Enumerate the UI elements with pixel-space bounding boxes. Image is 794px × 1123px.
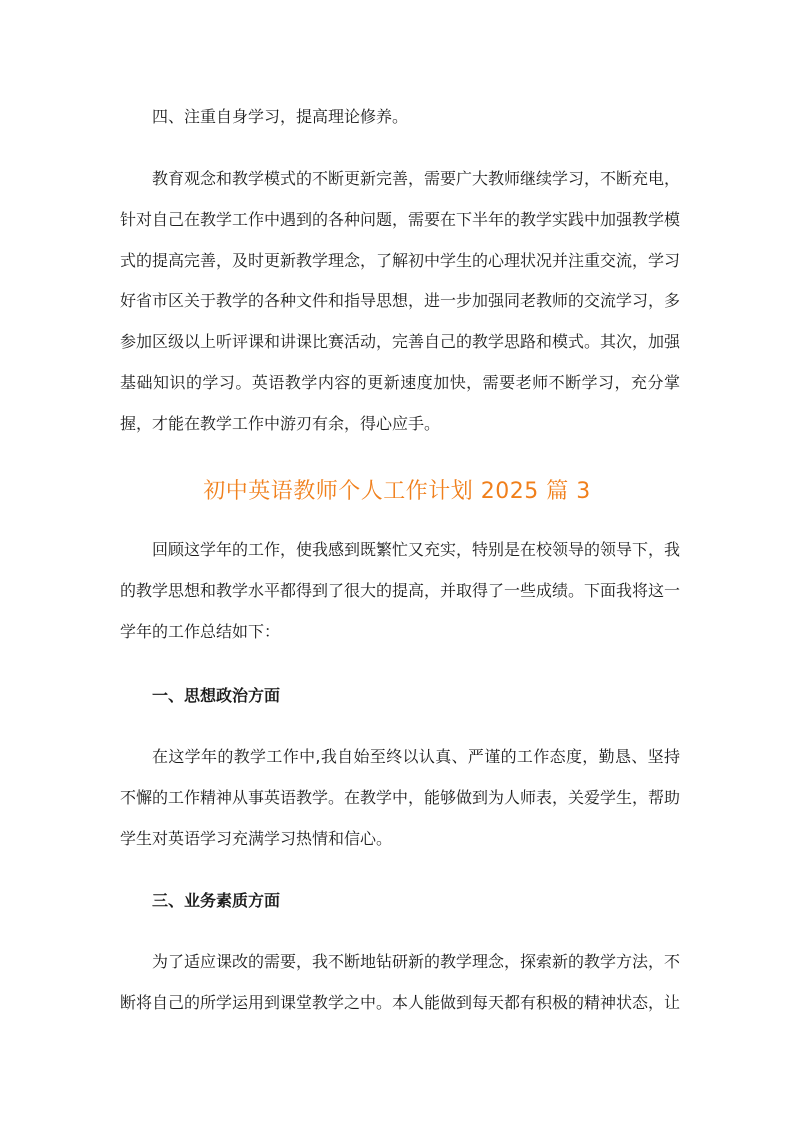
paragraph-self-study: 教育观念和教学模式的不断更新完善，需要广大教师继续学习，不断充电，针对自己在教学工作中遇到的各种问题，需要在下半年的教学实践中加强教学模式的提高完善，及时更新教学理念，了解初中学生的心理状况并注重交流，学习好省市区关于教学的各种文件和指导思想，进一步加强同老教师的交流学习，多参加区级以上听评课和讲课比赛活动，完善自己的教学思路和模式。其次，加强基础知识的学习。英语教学内容的更新速度加快，需要老师不断学习，充分掌握，才能在教学工作中游刃有余，得心应手。	[120, 169, 681, 433]
section-heading-self-study: 四、注重自身学习，提高理论修养。	[152, 107, 409, 126]
paragraph-intro: 回顾这学年的工作，使我感到既繁忙又充实，特别是在校领导的领导下，我的教学思想和教学水平都得到了很大的提高，并取得了一些成绩。下面我将这一学年的工作总结如下：	[120, 540, 681, 641]
paragraph-business: 为了适应课改的需要，我不断地钻研新的教学理念，探索新的教学方法，不断将自己的所学运用到课堂教学之中。本人能做到每天都有积极的精神状态，让	[120, 952, 681, 1012]
document-title: 初中英语教师个人工作计划 2025 篇 3	[203, 479, 591, 504]
section-heading-politics: 一、思想政治方面	[152, 686, 281, 705]
section-heading-business: 三、业务素质方面	[152, 891, 281, 910]
paragraph-politics: 在这学年的教学工作中,我自始至终以认真、严谨的工作态度，勤恳、坚持不懈的工作精神从事英语教学。在教学中，能够做到为人师表，关爱学生，帮助学生对英语学习充满学习热情和信心。	[120, 747, 681, 848]
